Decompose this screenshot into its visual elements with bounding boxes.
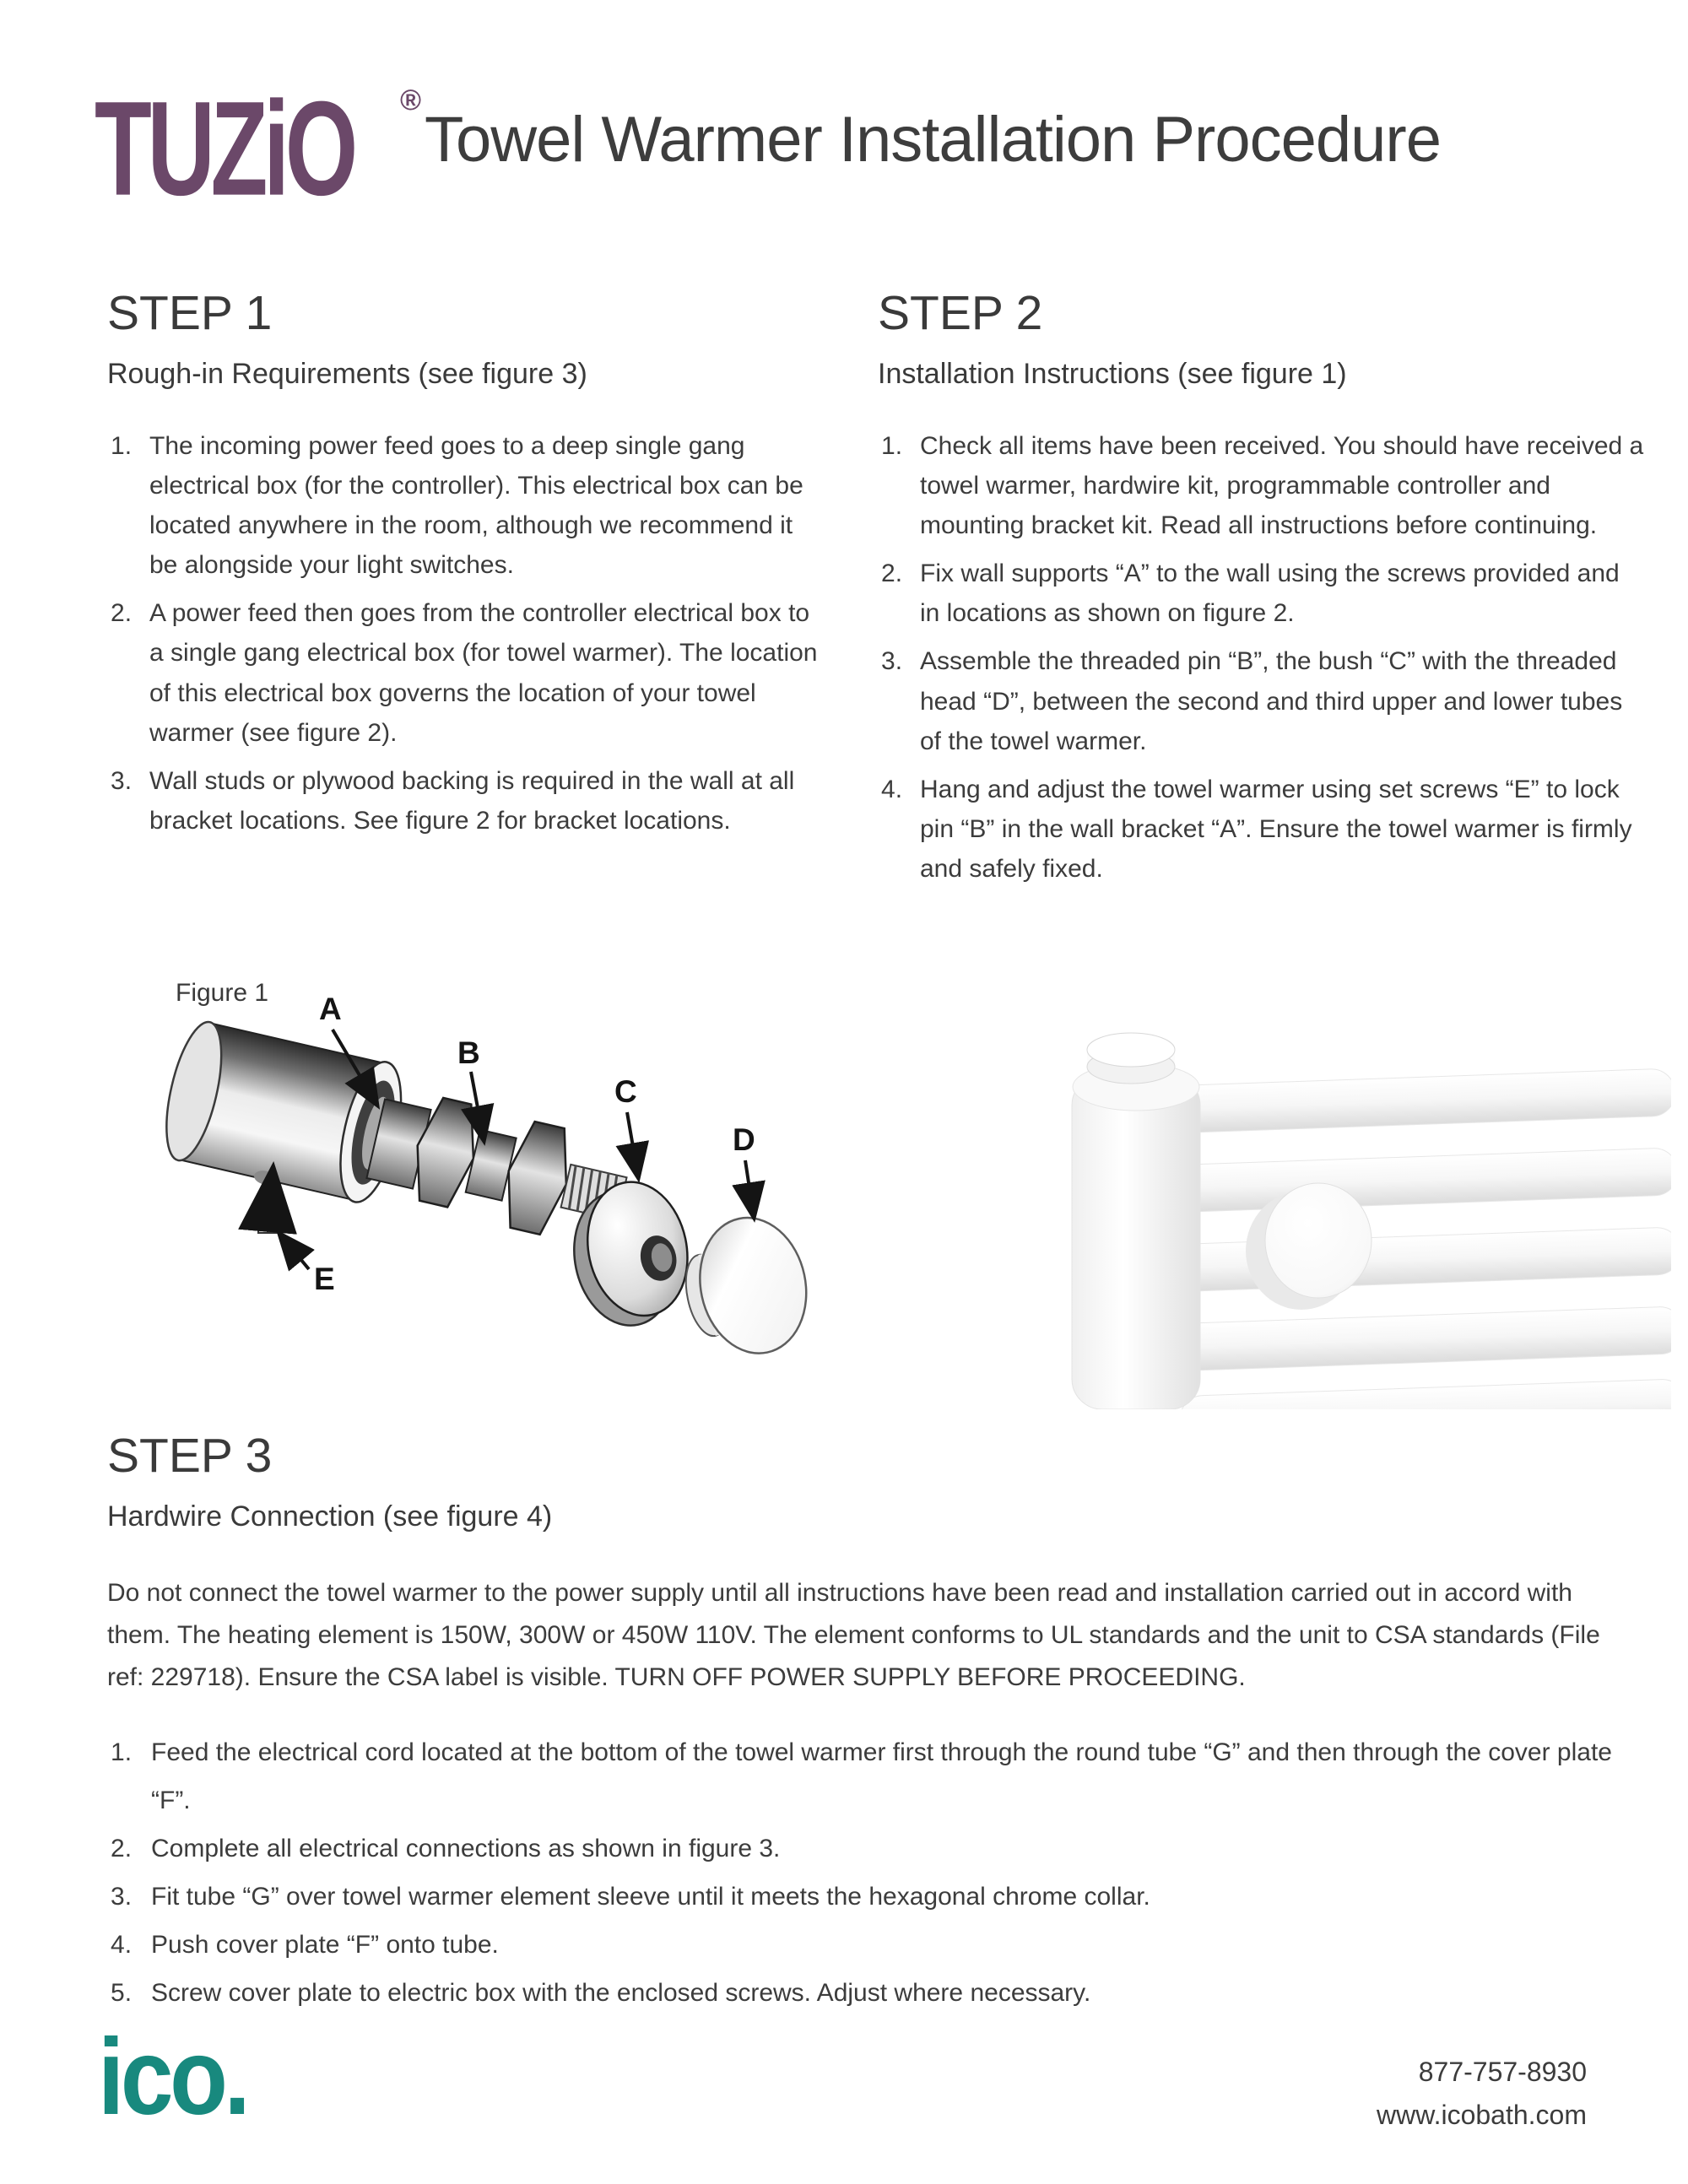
registered-trademark-icon: ® [400,84,422,116]
figure1-caption: Figure 1 [176,979,269,1007]
list-item: A power feed then goes from the controller electrical box to a single gang electrical box (for towel warmer). The location of this electrical box governs the location of your towel warmer (see figure 2). [149,599,818,747]
list-item: Fix wall supports “A” to the wall using the screws provided and in locations as shown on figure 2. [920,560,1620,628]
set-screw-e [258,1205,277,1233]
step1-section [107,285,823,849]
figure1-label-e: E [314,1262,335,1296]
threaded-head-d [674,1208,819,1366]
step3-section [107,1428,1639,2017]
list-item: Fit tube “G” over towel warmer element sleeve until it meets the hexagonal chrome collar. [151,1883,1150,1911]
step3-subheading: Hardwire Connection (see figure 4) [107,1500,553,1533]
tuzio-logo [95,73,432,224]
step1-list [107,426,823,841]
page-title: Towel Warmer Installation Procedure [425,104,1442,176]
list-item: Complete all electrical connections as shown in figure 3. [151,1835,781,1863]
arrow-to-d [745,1160,754,1216]
figure1-label-b: B [457,1035,480,1070]
step2-subheading: Installation Instructions (see figure 1) [878,358,1347,390]
step3-list [107,1728,1639,2017]
figure1-label-c: C [614,1074,637,1109]
tuzio-logo-text: TUZiO [95,73,354,224]
list-item: Feed the electrical cord located at the bottom of the towel warmer first through the round tube “G” and then through the cover plate “F”. [151,1738,1612,1815]
step3-heading: STEP 3 [107,1429,273,1483]
step2-list [878,426,1644,889]
step2-section [878,285,1644,897]
figure1-label-a: A [319,992,342,1026]
towel-warmer-photo [1047,1013,1671,1409]
step1-heading: STEP 1 [107,286,273,340]
footer-phone: 877-757-8930 [1418,2057,1587,2087]
step3-intro-paragraph: Do not connect the towel warmer to the power supply until all instructions have been read and installation carried out in accord with them. The heating element is 150W, 300W or 450W 110V. The element conforms to UL standards and the unit to CSA standards (File ref: 229718). Ensure the CSA label is visible. TURN OFF POWER SUPPLY BEFORE PROCEEDING. [107,1579,1600,1691]
list-item: Wall studs or plywood backing is required in the wall at all bracket locations. See figure 2 for bracket locations. [149,766,795,835]
step1-subheading: Rough-in Requirements (see figure 3) [107,358,587,390]
towel-warmer-post [1072,1033,1200,1409]
footer-contact [1377,2051,1587,2137]
list-item: Push cover plate “F” onto tube. [151,1931,499,1960]
figure1-label-d: D [733,1122,755,1157]
list-item: Check all items have been received. You should have received a towel warmer, hardwire kit, programmable controller and mounting bracket kit. Read all instructions before continuing. [920,432,1644,540]
towel-warmer-bars [1168,1068,1671,1409]
list-item: Assemble the threaded pin “B”, the bush “C” with the threaded head “D”, between the second and third upper and lower tubes of the towel warmer. [920,647,1623,755]
ico-logo: ico. [98,2017,247,2138]
footer-website[interactable]: www.icobath.com [1377,2100,1587,2131]
wall-support-tube-a [154,1016,412,1211]
figure1-exploded-diagram [152,952,852,1424]
list-item: The incoming power feed goes to a deep single gang electrical box (for the controller). This electrical box can be located anywhere in the room, although we recommend it be alongside your light switches. [149,432,803,580]
step2-heading: STEP 2 [878,286,1043,340]
list-item: Screw cover plate to electric box with the enclosed screws. Adjust where necessary. [151,1979,1091,2008]
arrow-to-c [627,1112,638,1176]
list-item: Hang and adjust the towel warmer using set screws “E” to lock pin “B” in the wall bracket “A”. Ensure the towel warmer is firmly and safely fixed. [920,775,1632,883]
arrow-to-e [280,1235,309,1269]
arrow-screw-to-tube [270,1173,273,1203]
